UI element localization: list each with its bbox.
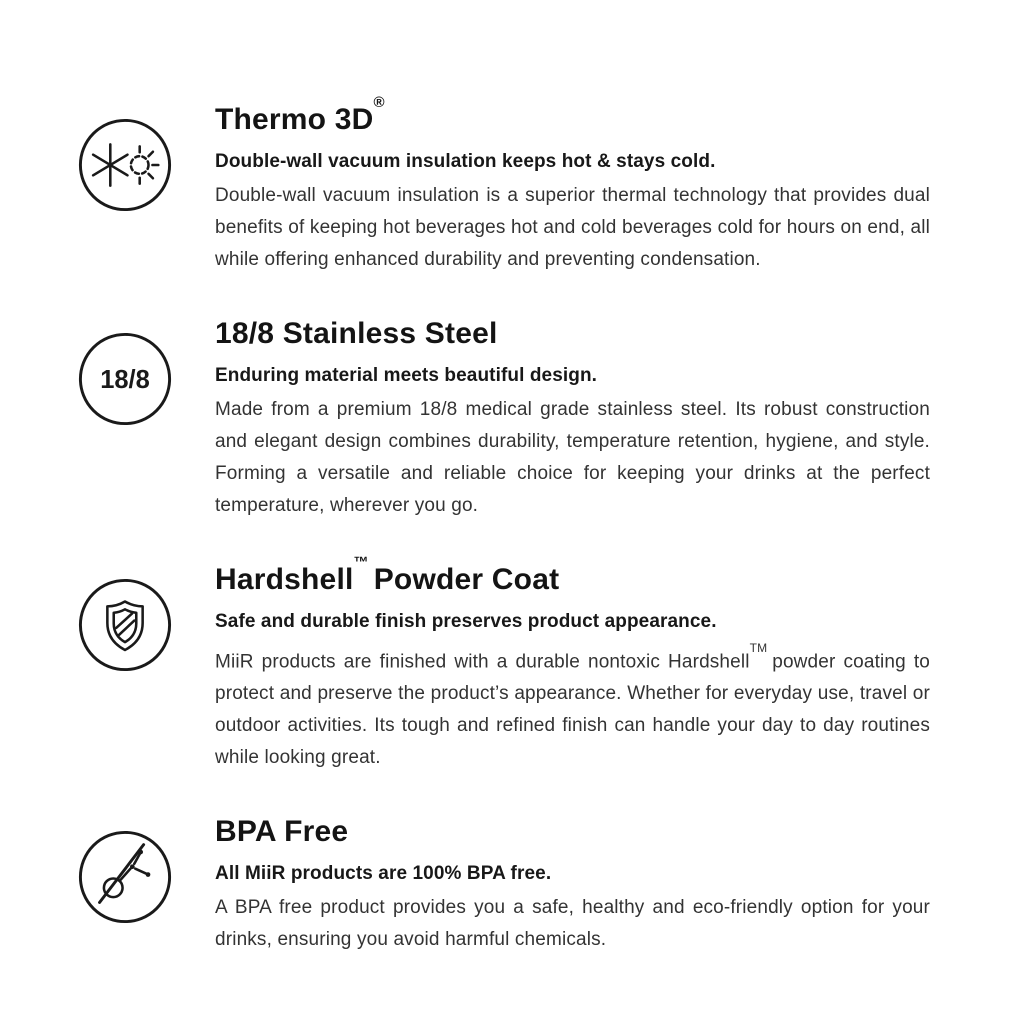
feature-icon-wrap (76, 310, 215, 428)
feature-icon-wrap (76, 808, 215, 926)
feature-subtitle: All MiiR products are 100% BPA free. (215, 863, 552, 885)
feature-title-main: Thermo 3D (215, 103, 374, 136)
trademark-symbol: ™ (353, 554, 369, 571)
feature-title (215, 96, 930, 138)
feature-body: A BPA free product provides you a safe, healthy and eco-friendly option for your drinks, ensuring you avoid harmful chemicals. (215, 897, 930, 951)
feature-text (215, 96, 930, 276)
bpa-free-no-molecule-icon (76, 828, 174, 926)
feature-text (215, 808, 930, 956)
feature-body (215, 640, 930, 774)
snowflake-sun-thermo-icon (76, 116, 174, 214)
feature-title-rest: Powder Coat (373, 563, 560, 596)
badge-18-8-label: 18/8 (100, 365, 150, 394)
feature-icon-wrap (76, 556, 215, 674)
feature-body: Made from a premium 18/8 medical grade stainless steel. Its robust construction and elegant design combines durability, temperature retention, hygiene, and style. Forming a versatile and reliable choice for keeping your drinks at the perfect temperature, wherever you go. (215, 399, 930, 516)
feature-title-main: Hardshell (215, 563, 354, 596)
feature-hardshell-powder-coat (76, 556, 934, 774)
feature-text (215, 556, 930, 774)
feature-stainless-steel (76, 310, 934, 522)
feature-icon-wrap (76, 96, 215, 214)
registered-trademark-symbol: ® (373, 94, 385, 111)
feature-bpa-free (76, 808, 934, 956)
feature-body: Double-wall vacuum insulation is a superior thermal technology that provides dual benefits of keeping hot beverages hot and cold beverages cold for hours on end, all while offering enhanced durability and preventing condensation. (215, 185, 930, 270)
feature-subtitle: Safe and durable finish preserves product appearance. (215, 611, 717, 632)
feature-body-post: powder coating to protect and preserve the product’s appearance. Whether for everyday use, travel or outdoor activities. Its tough and refined finish can handle your day to day routines while looking great. (215, 651, 930, 769)
feature-title-main: 18/8 Stainless Steel (215, 317, 498, 350)
hardshell-shield-icon (76, 576, 174, 674)
feature-title (215, 556, 930, 598)
feature-title-main: BPA Free (215, 815, 349, 849)
stainless-18-8-badge-icon (76, 330, 174, 428)
trademark-superscript: TM (749, 641, 768, 655)
feature-thermo-3d (76, 96, 934, 276)
feature-body-pre: MiiR products are finished with a durable nontoxic Hardshell (215, 651, 750, 673)
feature-subtitle: Enduring material meets beautiful design. (215, 365, 598, 386)
feature-title (215, 808, 930, 850)
feature-subtitle: Double-wall vacuum insulation keeps hot & stays cold. (215, 151, 716, 172)
feature-text (215, 310, 930, 522)
feature-title (215, 310, 930, 352)
